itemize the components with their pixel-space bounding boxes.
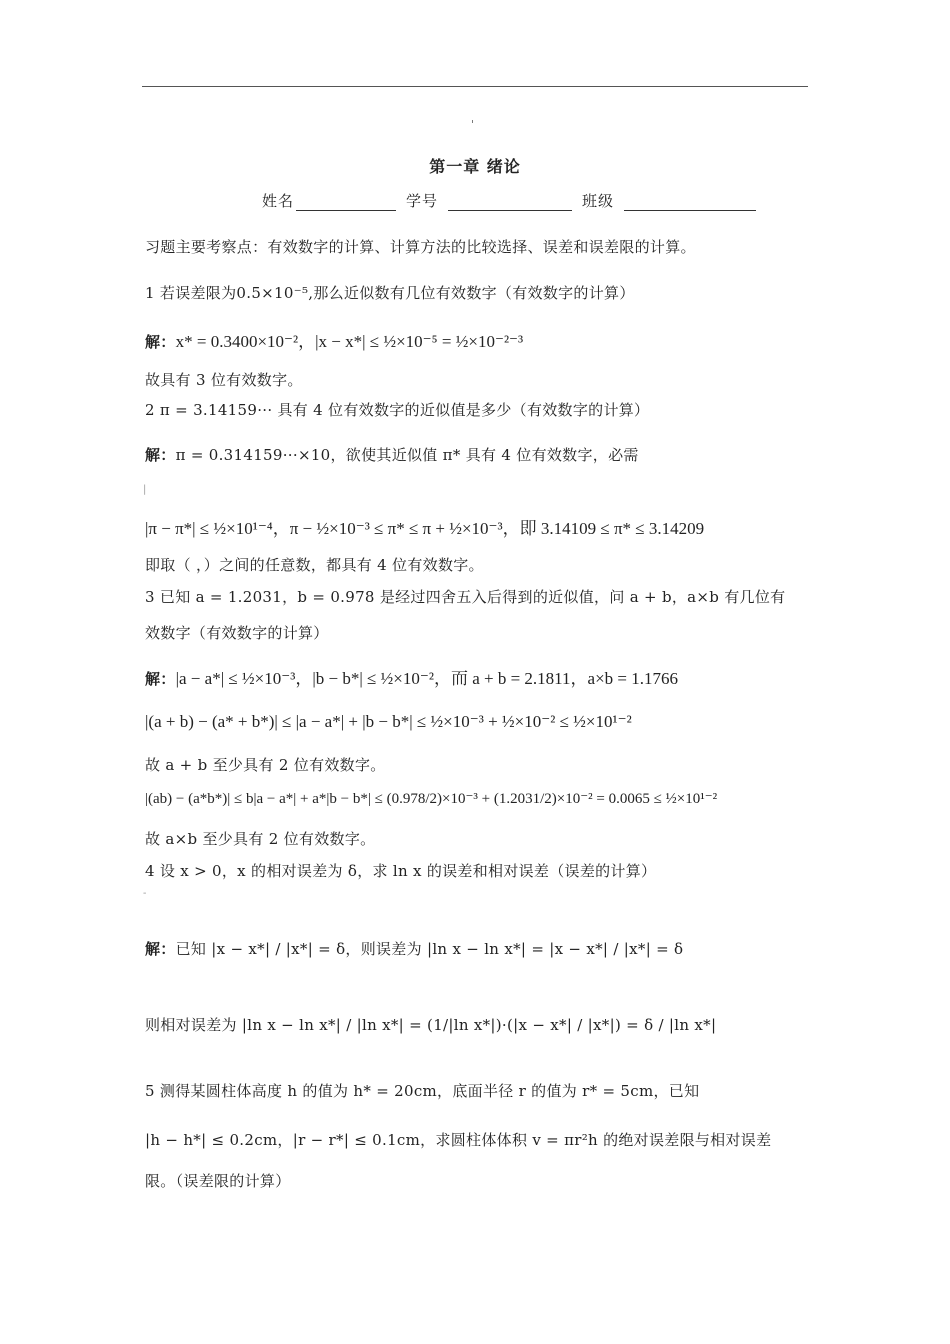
solution-1-math: x* = 0.3400×10⁻²，|x − x*| ≤ ½×10⁻⁵ = ½×10⁻²⁻³ xyxy=(175,332,524,351)
solution-2 xyxy=(145,444,639,465)
class-field xyxy=(582,190,756,211)
question-5-line-2: |h − h*| ≤ 0.2cm，|r − r*| ≤ 0.1cm，求圆柱体体积 v = πr²h 的绝对误差限与相对误差 xyxy=(145,1131,772,1149)
class-blank[interactable] xyxy=(624,194,756,211)
solution-3-math-1: |a − a*| ≤ ½×10⁻³，|b − b*| ≤ ½×10⁻²，而 a + b = 2.1811，a×b = 1.1766 xyxy=(175,669,679,688)
scan-mark: - xyxy=(143,888,147,899)
id-blank[interactable] xyxy=(448,194,572,211)
intro-text: 习题主要考察点：有效数字的计算、计算方法的比较选择、误差和误差限的计算。 xyxy=(145,238,696,256)
solution-4-math-1: 已知 |x − x*| / |x*| = δ，则误差为 |ln x − ln x*| = |x − x*| / |x*| = δ xyxy=(175,940,684,958)
solution-3-math-2: |(a + b) − (a* + b*)| ≤ |a − a*| + |b − b*| ≤ ½×10⁻³ + ½×10⁻² ≤ ½×10¹⁻² xyxy=(145,712,632,731)
solution-label: 解： xyxy=(145,333,176,351)
solution-1 xyxy=(145,327,523,352)
solution-4 xyxy=(145,938,683,959)
header-rule xyxy=(142,86,808,87)
solution-3 xyxy=(145,664,678,689)
scan-mark: | xyxy=(143,484,147,495)
id-field xyxy=(406,190,572,211)
name-blank[interactable] xyxy=(296,194,396,211)
conclusion-1: 故具有 3 位有效数字。 xyxy=(145,371,303,389)
question-4: 4 设 x > 0，x 的相对误差为 δ，求 ln x 的误差和相对误差（误差的计算） xyxy=(145,862,657,880)
question-3-line-2: 效数字（有效数字的计算） xyxy=(145,624,329,642)
name-label: 姓名 xyxy=(262,192,295,210)
question-5-line-3: 限。（误差限的计算） xyxy=(145,1172,291,1190)
conclusion-3a: 故 a + b 至少具有 2 位有效数字。 xyxy=(145,756,386,774)
solution-3-math-3: |(ab) − (a*b*)| ≤ b|a − a*| + a*|b − b*| ≤ (0.978/2)×10⁻³ + (1.2031/2)×10⁻² = 0.0065 ≤ ½×10¹⁻² xyxy=(145,791,718,807)
solution-label: 解： xyxy=(145,940,176,958)
solution-label: 解： xyxy=(145,670,176,688)
solution-2-inequality: |π − π*| ≤ ½×10¹⁻⁴，π − ½×10⁻³ ≤ π* ≤ π + ½×10⁻³，即 3.14109 ≤ π* ≤ 3.14209 xyxy=(145,519,705,538)
page-mark: ' xyxy=(471,118,475,131)
solution-2-text: π = 0.314159···×10，欲使其近似值 π* 具有 4 位有效数字，必需 xyxy=(175,446,639,464)
solution-label: 解： xyxy=(145,446,176,464)
name-field xyxy=(262,190,396,211)
question-5-line-1: 5 测得某圆柱体高度 h 的值为 h* = 20cm，底面半径 r 的值为 r* = 5cm，已知 xyxy=(145,1082,700,1100)
chapter-title: 第一章 绪论 xyxy=(429,157,521,176)
question-3-line-1: 3 已知 a = 1.2031，b = 0.978 是经过四舍五入后得到的近似值，问 a + b，a×b 有几位有 xyxy=(145,588,786,606)
conclusion-3b: 故 a×b 至少具有 2 位有效数字。 xyxy=(145,830,376,848)
solution-4-math-2: 则相对误差为 |ln x − ln x*| / |ln x*| = (1/|ln x*|)·(|x − x*| / |x*|) = δ / |ln x*| xyxy=(145,1016,717,1034)
question-1: 1 若误差限为0.5×10⁻⁵,那么近似数有几位有效数字（有效数字的计算） xyxy=(145,284,635,302)
question-2: 2 π = 3.14159··· 具有 4 位有效数字的近似值是多少（有效数字的计算） xyxy=(145,401,650,419)
conclusion-2: 即取（ ，）之间的任意数，都具有 4 位有效数字。 xyxy=(145,556,484,574)
class-label: 班级 xyxy=(582,192,615,210)
id-label: 学号 xyxy=(406,192,439,210)
